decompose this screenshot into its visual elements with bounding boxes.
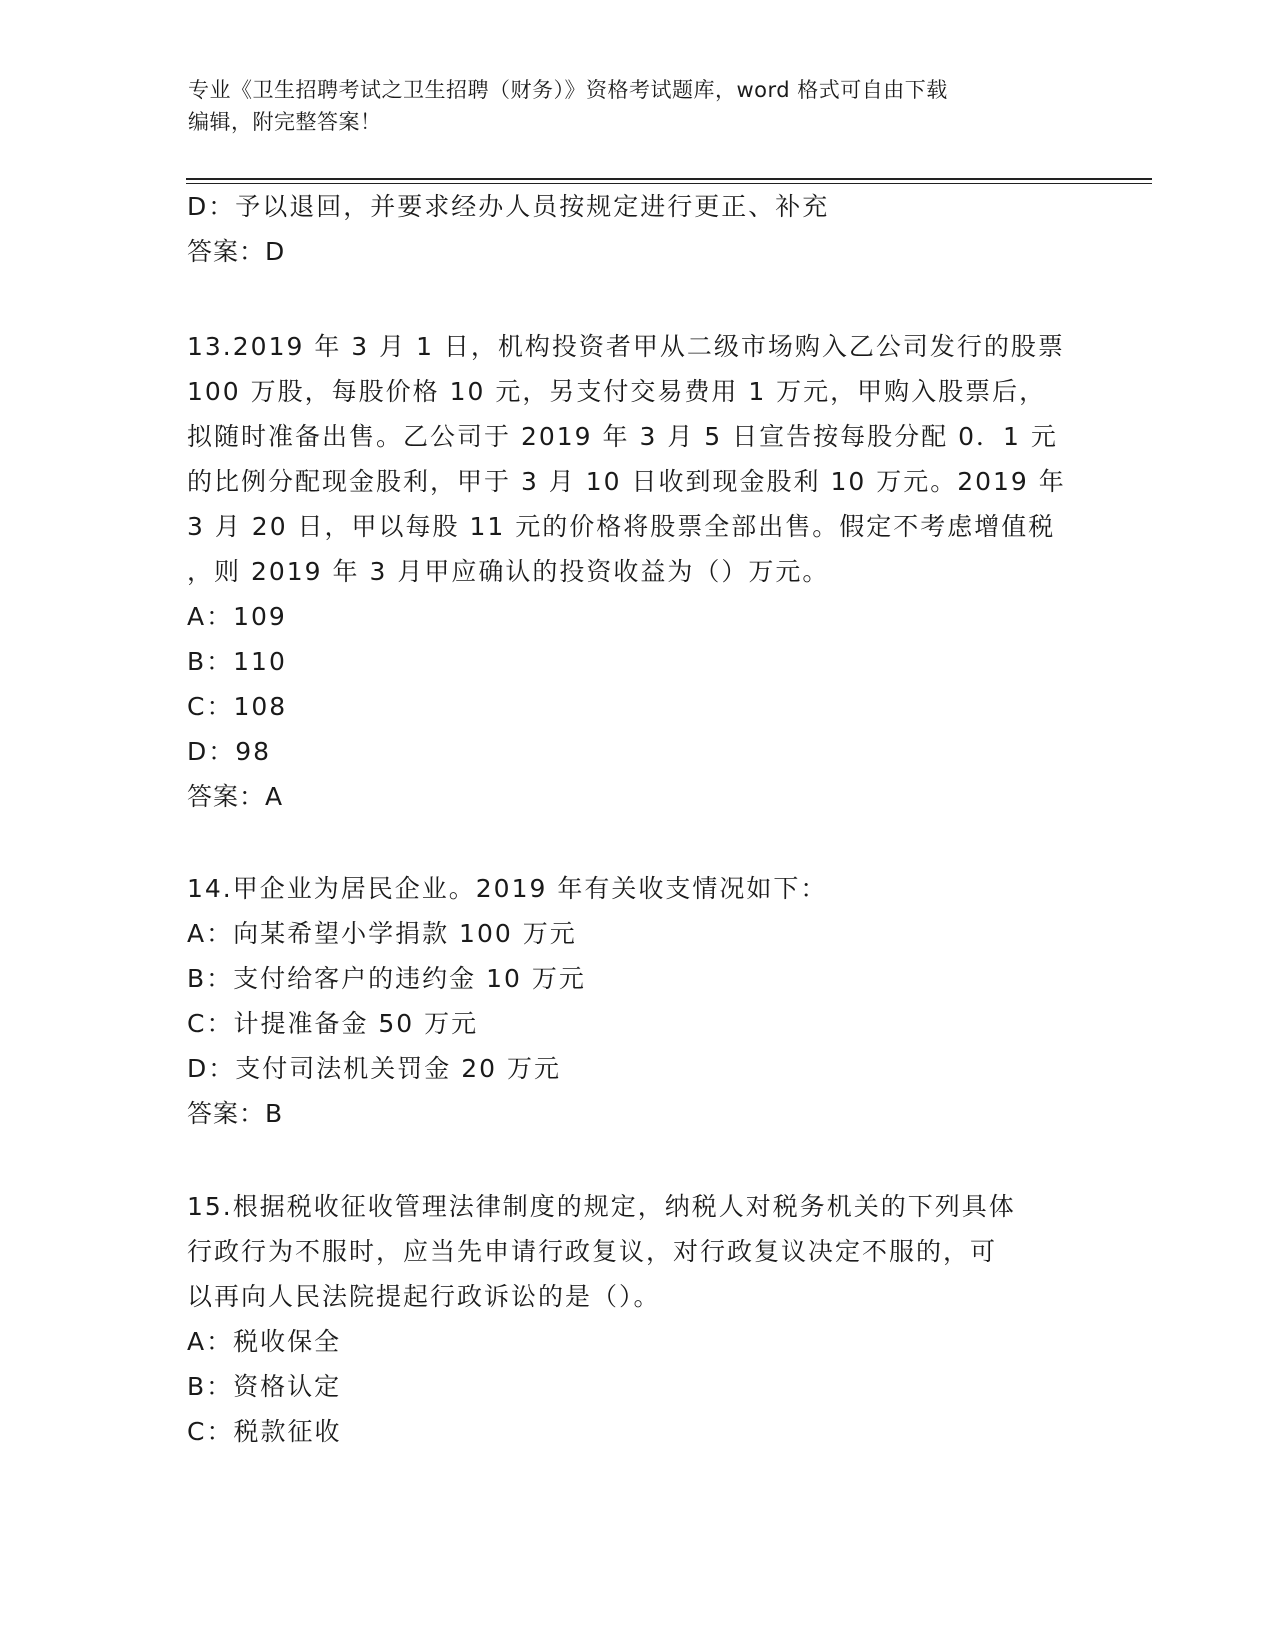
question-line: 13.2019 年 3 月 1 日，机构投资者甲从二级市场购入乙公司发行的股票	[187, 332, 1065, 361]
question-line: 的比例分配现金股利，甲于 3 月 10 日收到现金股利 10 万元。2019 年	[187, 467, 1066, 496]
option-line: A：向某希望小学捐款 100 万元	[187, 919, 577, 948]
option-line: C：税款征收	[187, 1417, 342, 1446]
document-header	[188, 74, 1088, 138]
header-line-1: 专业《卫生招聘考试之卫生招聘（财务）》资格考试题库，word 格式可自由下载	[188, 78, 948, 102]
question-line: ，则 2019 年 3 月甲应确认的投资收益为（）万元。	[187, 557, 830, 586]
answer-line: 答案：A	[187, 782, 284, 811]
header-line-2: 编辑，附完整答案！	[188, 110, 382, 134]
option-line: B：支付给客户的违约金 10 万元	[187, 964, 586, 993]
answer-line: 答案：D	[187, 237, 286, 266]
header-divider-thin	[186, 183, 1152, 184]
question-line: 100 万股，每股价格 10 元，另支付交易费用 1 万元，甲购入股票后，	[187, 377, 1047, 406]
question-line: 3 月 20 日，甲以每股 11 元的价格将股票全部出售。假定不考虑增值税	[187, 512, 1056, 541]
option-line: C：计提准备金 50 万元	[187, 1009, 479, 1038]
question-line: 以再向人民法院提起行政诉讼的是（）。	[187, 1282, 661, 1311]
option-line: A：税收保全	[187, 1327, 342, 1356]
question-line: 14.甲企业为居民企业。2019 年有关收支情况如下：	[187, 874, 828, 903]
option-line: B：110	[187, 647, 287, 676]
option-line: D：98	[187, 737, 272, 766]
question-line: 拟随时准备出售。乙公司于 2019 年 3 月 5 日宣告按每股分配 0．1 元	[187, 422, 1058, 451]
option-line: D：支付司法机关罚金 20 万元	[187, 1054, 561, 1083]
question-line: 行政行为不服时，应当先申请行政复议，对行政复议决定不服的，可	[187, 1237, 998, 1266]
header-divider	[186, 178, 1152, 180]
option-line: B：资格认定	[187, 1372, 342, 1401]
option-line: A：109	[187, 602, 287, 631]
question-line: 15.根据税收征收管理法律制度的规定，纳税人对税务机关的下列具体	[187, 1192, 1016, 1221]
option-line: D：予以退回，并要求经办人员按规定进行更正、补充	[187, 192, 830, 221]
option-line: C：108	[187, 692, 288, 721]
answer-line: 答案：B	[187, 1099, 284, 1128]
